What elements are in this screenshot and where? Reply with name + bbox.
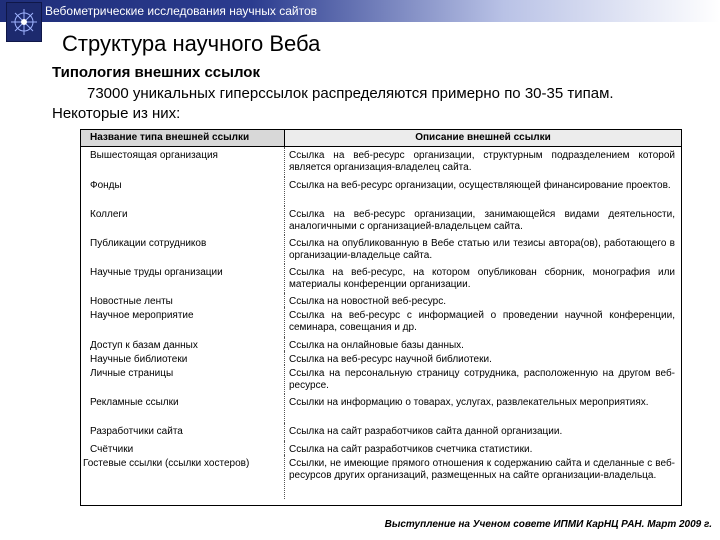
link-type-cell: Вышестоящая организация <box>81 147 285 177</box>
header-title: Вебометрические исследования научных сайтов <box>45 4 318 18</box>
link-type-cell: Рекламные ссылки <box>81 394 285 423</box>
link-type-cell: Публикации сотрудников <box>81 235 285 264</box>
link-description-cell: Ссылка на веб-ресурс с информацией о проведении научной конференции, семинара, совещания и др. <box>289 310 675 333</box>
table-row <box>81 455 681 499</box>
link-description-cell: Ссылка на веб-ресурс организации, структурным подразделением которой является организация-владелец сайта. <box>289 150 675 173</box>
table-row <box>81 264 681 293</box>
intro-paragraph <box>52 84 672 124</box>
link-type-cell: Личные страницы <box>81 365 285 394</box>
table-row <box>81 147 681 177</box>
link-description-cell: Ссылка на веб-ресурс, на котором опубликован сборник, монография или материалы конференции организации. <box>289 267 675 290</box>
link-description-cell: Ссылки на информацию о товарах, услугах, развлекательных мероприятиях. <box>289 397 649 408</box>
table-row <box>81 177 681 206</box>
link-type-cell: Научные труды организации <box>81 264 285 293</box>
table-row <box>81 337 681 351</box>
link-description-cell: Ссылка на сайт разработчиков счетчика статистики. <box>289 444 533 455</box>
link-description-cell: Ссылка на веб-ресурс организации, занимающейся видами деятельности, аналогичными с организацией-владельцем сайта. <box>289 209 675 232</box>
link-type-cell: Разработчики сайта <box>81 423 285 441</box>
link-description-cell: Ссылка на опубликованную в Вебе статью или тезисы автора(ов), работающего в организации-владельце сайта. <box>289 238 675 261</box>
table-row <box>81 206 681 235</box>
table-row <box>81 351 681 365</box>
link-type-cell: Счётчики <box>81 441 285 455</box>
section-subtitle: Типология внешних ссылок <box>52 64 260 81</box>
link-description-cell: Ссылка на новостной веб-ресурс. <box>289 296 446 307</box>
intro-text: 73000 уникальных гиперссылок распределяются примерно по 30-35 типам. Некоторые из них: <box>52 85 614 122</box>
table-row <box>81 365 681 394</box>
institute-logo-icon <box>6 2 42 42</box>
table-row <box>81 235 681 264</box>
table-header <box>81 130 681 147</box>
link-description-cell: Ссылка на сайт разработчиков сайта данной организации. <box>289 426 563 437</box>
link-description-cell: Ссылка на персональную страницу сотрудника, расположенную на другом веб-ресурсе. <box>289 368 675 391</box>
table-row <box>81 307 681 337</box>
table-row <box>81 293 681 307</box>
link-type-cell: Новостные ленты <box>81 293 285 307</box>
link-types-table <box>80 129 682 506</box>
link-description-cell: Ссылки, не имеющие прямого отношения к содержанию сайта и сделанные с веб-ресурсов других организаций, размещенных на сайте организации-владельца. <box>289 458 675 481</box>
column-header-description: Описание внешней ссылки <box>285 130 681 146</box>
table-body <box>81 147 681 499</box>
link-type-cell: Гостевые ссылки (ссылки хостеров) <box>81 455 285 499</box>
table-row <box>81 394 681 423</box>
link-description-cell: Ссылка на онлайновые базы данных. <box>289 340 464 351</box>
link-description-cell: Ссылка на веб-ресурс научной библиотеки. <box>289 354 492 365</box>
link-type-cell: Доступ к базам данных <box>81 337 285 351</box>
footer-note: Выступление на Ученом совете ИПМИ КарНЦ РАН. Март 2009 г. <box>384 519 712 530</box>
table-row <box>81 423 681 441</box>
link-type-cell: Научные библиотеки <box>81 351 285 365</box>
page-title: Структура научного Веба <box>62 31 321 56</box>
link-type-cell: Научное мероприятие <box>81 307 285 337</box>
link-type-cell: Фонды <box>81 177 285 206</box>
link-type-cell: Коллеги <box>81 206 285 235</box>
table-row <box>81 441 681 455</box>
link-description-cell: Ссылка на веб-ресурс организации, осуществляющей финансирование проектов. <box>289 180 671 191</box>
column-header-type: Название типа внешней ссылки <box>81 130 285 146</box>
